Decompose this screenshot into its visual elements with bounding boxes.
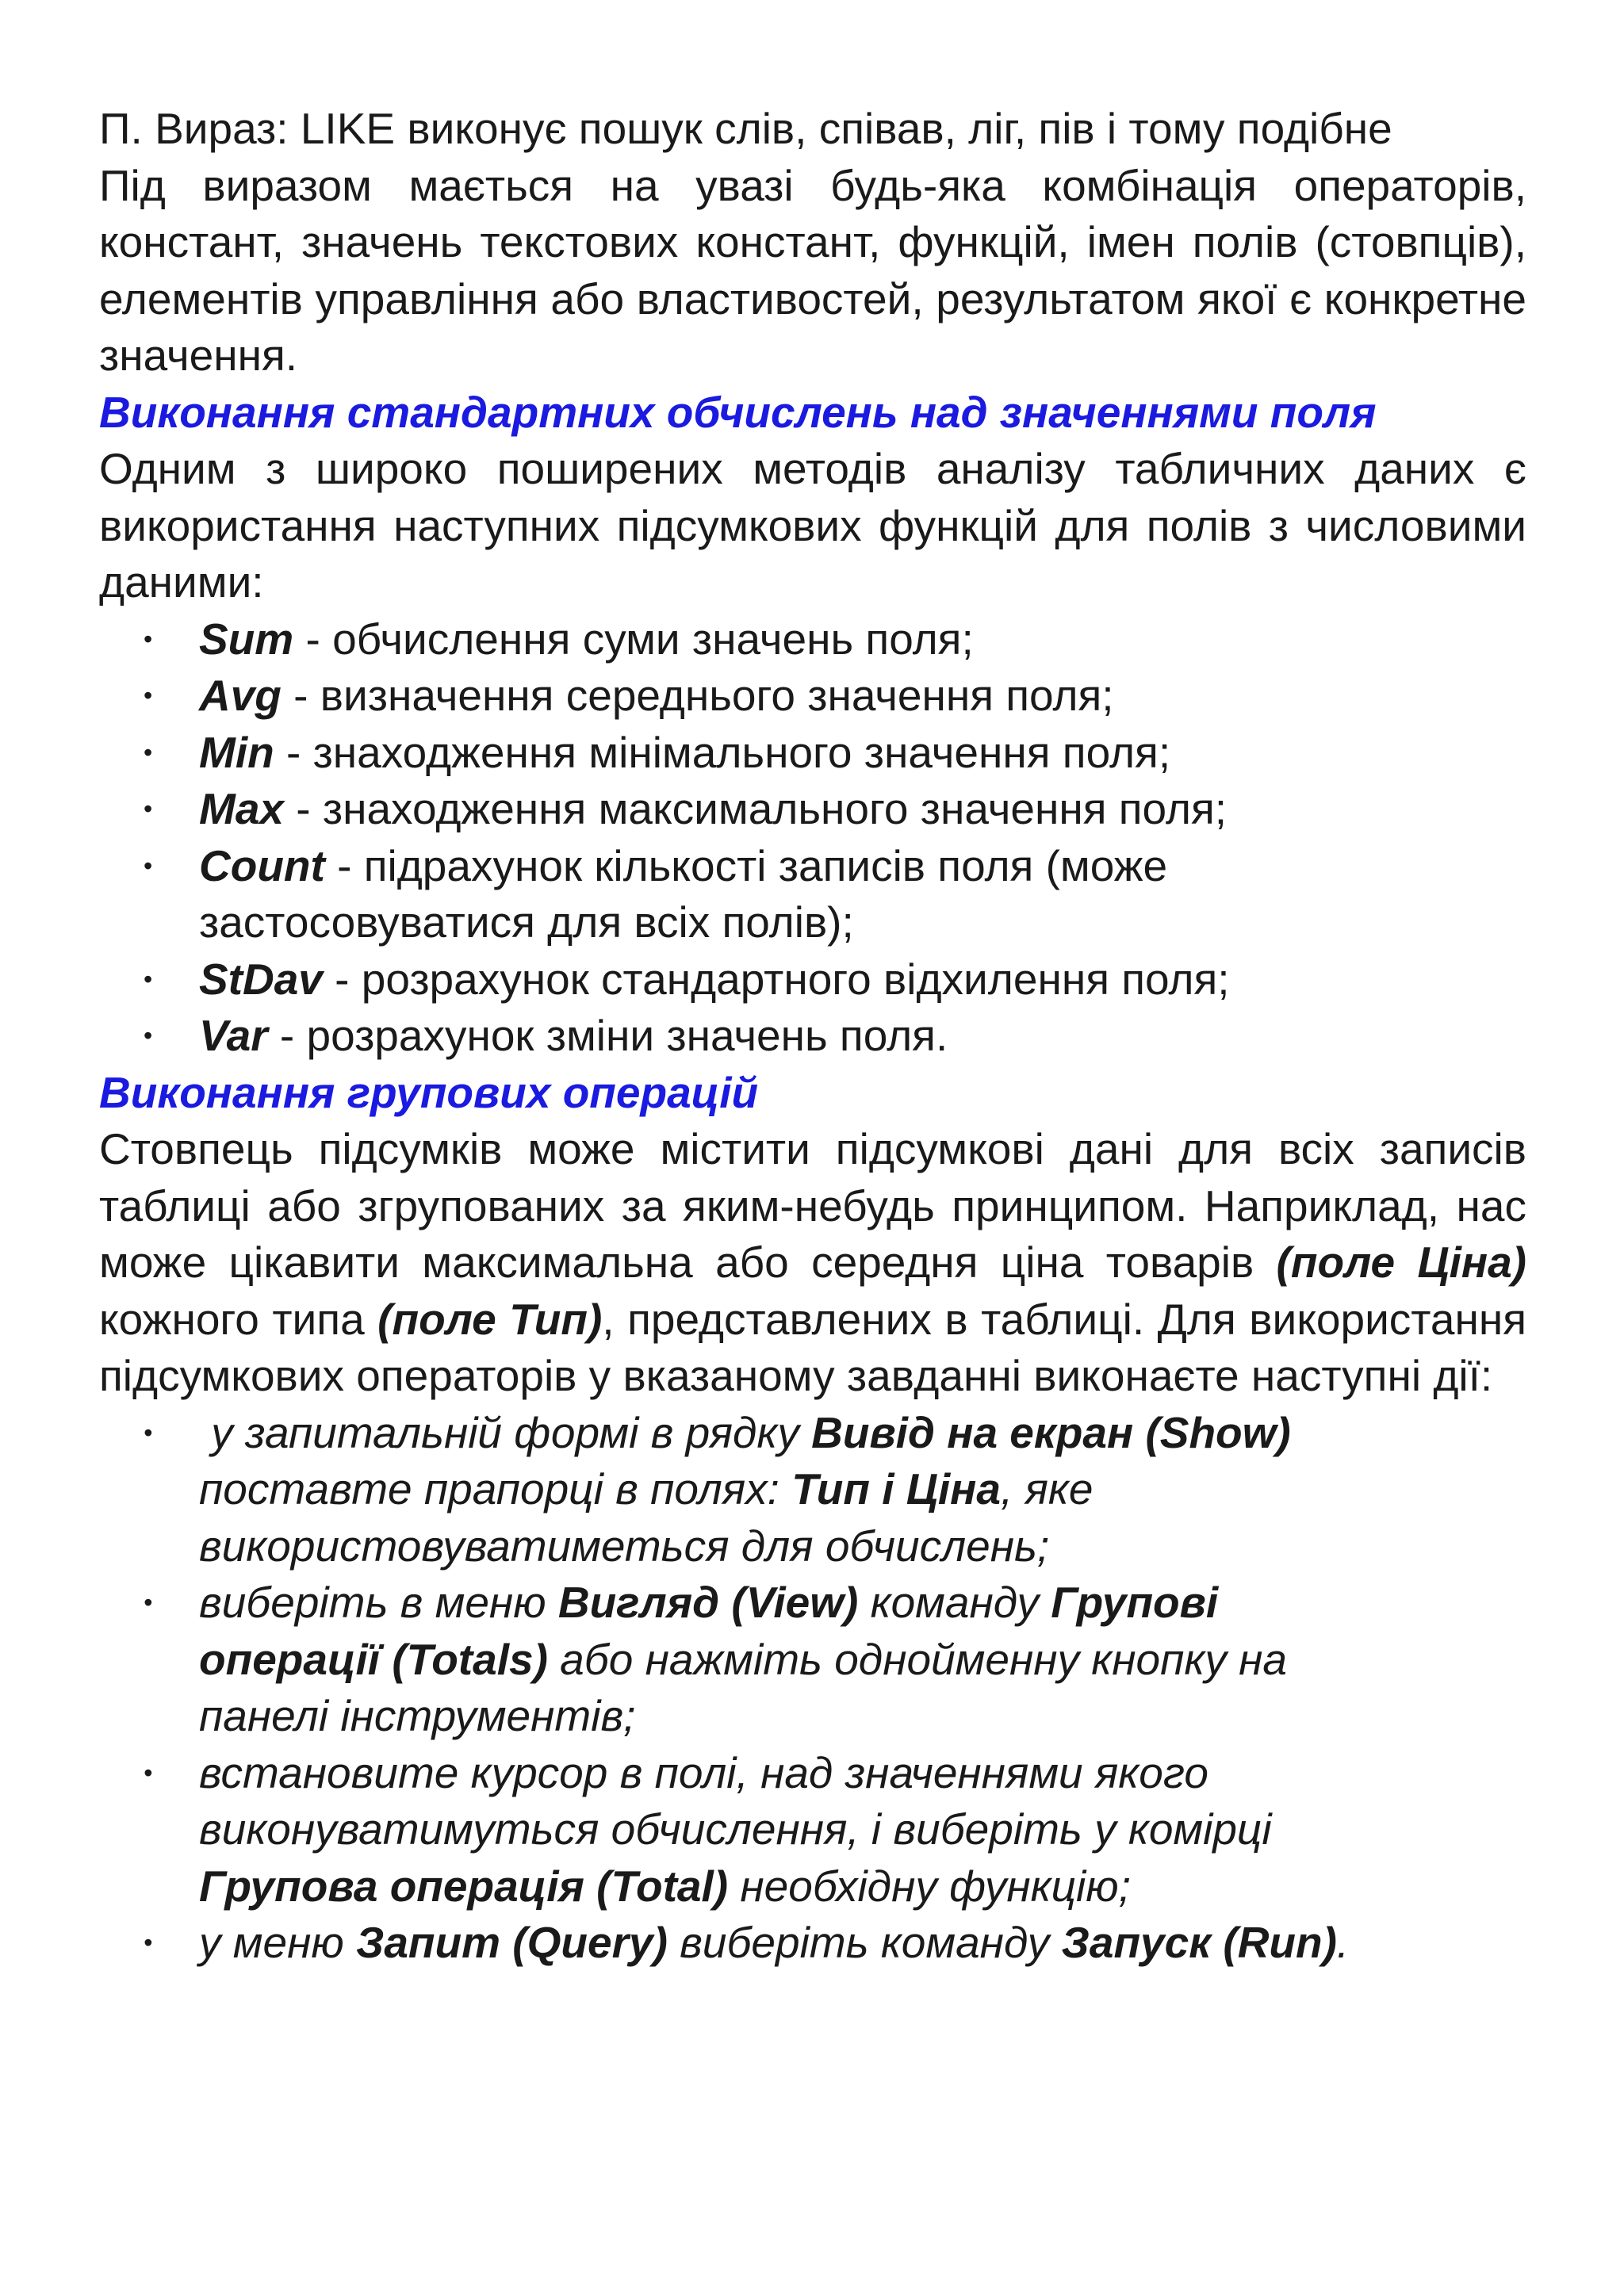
expression-definition: Під виразом мається на увазі будь-яка комбінація операторів, констант, значень текстових констант, функцій, імен полів (стовпців), елементів управління або властивостей, результатом якої є конкретне значення.	[99, 160, 1526, 380]
step-text: виберіть в меню	[199, 1578, 558, 1627]
list-item	[99, 1008, 1526, 1065]
step-text: .	[1336, 1918, 1350, 1967]
function-term: StDav	[199, 954, 323, 1004]
step-bold-term: Групові операції (Totals)	[199, 1578, 1219, 1684]
step-bold-term: Запуск (Run)	[1061, 1918, 1337, 1967]
step-text: у меню	[199, 1918, 356, 1967]
bullet-icon	[144, 1745, 152, 1802]
field-type-label: (поле Тип)	[377, 1294, 603, 1344]
step-text: команду	[858, 1578, 1051, 1627]
bullet-icon	[144, 781, 152, 838]
list-item	[99, 1575, 1526, 1745]
section-heading-standard-calculations: Виконання стандартних обчислень над значеннями поля	[99, 387, 1377, 437]
section-heading-group-operations: Виконання групових операцій	[99, 1067, 759, 1117]
function-term: Avg	[199, 671, 282, 720]
list-item	[99, 1405, 1526, 1575]
function-term: Max	[199, 784, 284, 833]
step-text: виберіть команду	[667, 1918, 1062, 1967]
list-item	[99, 838, 1526, 951]
field-price-label: (поле Ціна)	[1276, 1238, 1526, 1287]
bullet-icon	[144, 668, 152, 725]
step-bold-term: Тип і Ціна	[791, 1464, 1001, 1513]
list-item	[99, 1915, 1526, 1972]
function-term: Sum	[199, 614, 294, 664]
function-description: - розрахунок зміни значень поля.	[267, 1011, 948, 1060]
paragraph-text: кожного типа	[99, 1294, 378, 1344]
function-description: - підрахунок кількості записів поля (може застосовуватися для всіх полів);	[199, 840, 1168, 947]
function-term: Min	[199, 727, 274, 777]
step-text: встановите курсор в полі, над значеннями якого виконуватимуться обчислення, і виберіть у комірці	[199, 1747, 1272, 1854]
list-item	[99, 725, 1526, 782]
step-text: , яке використовуватиметься для обчислень;	[199, 1464, 1094, 1571]
paragraph-text: , представлених в таблиці. Для використання підсумкових операторів у вказаному завданні виконаєте наступні дії:	[99, 1294, 1526, 1400]
section2-paragraph	[99, 1121, 1526, 1405]
function-term: Var	[199, 1011, 268, 1060]
step-bold-term: Групова операція (Total)	[199, 1861, 729, 1911]
list-item	[99, 611, 1526, 668]
section1-paragraph: Одним з широко поширених методів аналізу табличних даних є використання наступних підсумкових функцій для полів з числовими даними:	[99, 444, 1526, 607]
function-description: - знаходження максимального значення поля;	[284, 784, 1228, 833]
bullet-icon	[144, 1008, 152, 1065]
function-description: - розрахунок стандартного відхилення поля;	[322, 954, 1230, 1004]
bullet-icon	[144, 1405, 152, 1462]
step-bold-term: Вигляд (View)	[557, 1578, 859, 1627]
paragraph-text: Стовпець підсумків може містити підсумкові дані для всіх записів таблиці або згрупованих за яким-небудь принципом. Наприклад, нас може цікавити максимальна або середня ціна товарів	[99, 1124, 1526, 1287]
list-item	[99, 951, 1526, 1008]
bullet-icon	[144, 1915, 152, 1972]
step-bold-term: Запит (Query)	[355, 1918, 668, 1967]
bullet-icon	[144, 725, 152, 782]
step-text: необхідну функцію;	[728, 1861, 1131, 1911]
function-description: - знаходження мінімального значення поля;	[274, 727, 1171, 777]
function-description: - визначення середнього значення поля;	[281, 671, 1114, 720]
like-expression-line: П. Вираз: LIKE виконує пошук слів, співав, ліг, пів і тому подібне	[99, 104, 1392, 153]
step-bold-term: Вивід на екран (Show)	[811, 1407, 1291, 1457]
aggregate-functions-list	[99, 611, 1526, 1065]
step-text: поставте прапорці в полях:	[199, 1464, 792, 1513]
document-page	[99, 101, 1526, 1972]
bullet-icon	[144, 838, 152, 895]
list-item	[99, 1745, 1526, 1915]
step-text: або нажміть однойменну кнопку на панелі інструментів;	[199, 1634, 1287, 1740]
function-term: Count	[199, 840, 325, 890]
bullet-icon	[144, 611, 152, 668]
function-description: - обчислення суми значень поля;	[293, 614, 974, 664]
list-item	[99, 668, 1526, 725]
step-text: у запитальній формі в рядку	[211, 1407, 812, 1457]
list-item	[99, 781, 1526, 838]
bullet-icon	[144, 1575, 152, 1632]
steps-list	[99, 1405, 1526, 1972]
bullet-icon	[144, 951, 152, 1008]
